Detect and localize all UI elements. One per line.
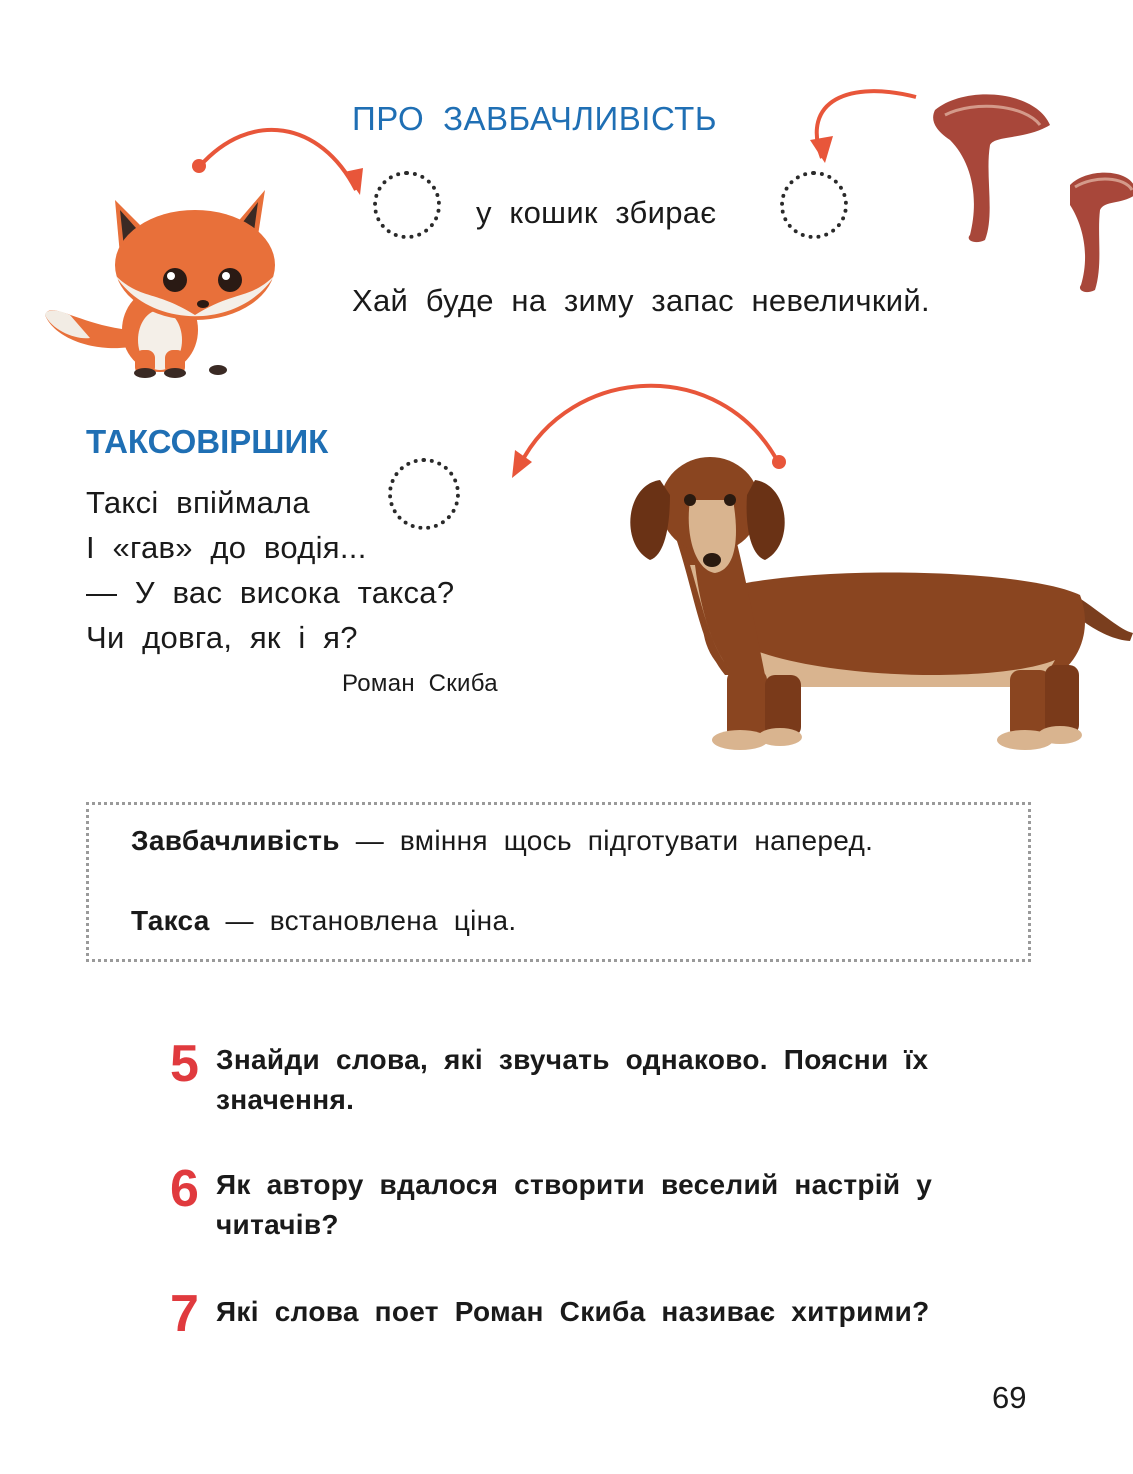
definition-text: — вміння щось підготувати наперед. xyxy=(339,825,874,856)
poem-title: ПРО ЗАВБАЧЛИВІСТЬ xyxy=(352,100,717,137)
task-text: Які слова поет Роман Скиба називає хитрими? xyxy=(216,1296,930,1327)
task-number: 7 xyxy=(170,1285,199,1343)
poem-author: Роман Скиба xyxy=(342,670,498,697)
poem-line: І «гав» до водія... xyxy=(86,530,367,565)
dachshund-illustration xyxy=(615,445,1133,765)
definition-text: — встановлена ціна. xyxy=(209,905,517,936)
poem-line: Таксі впіймала xyxy=(86,485,310,520)
poem-line-1: у кошик збирає xyxy=(476,195,717,230)
poem-line-2: Хай буде на зиму запас невеличкий. xyxy=(352,283,930,318)
page-number: 69 xyxy=(992,1380,1027,1415)
task-number: 5 xyxy=(170,1035,199,1093)
task-number: 6 xyxy=(170,1160,199,1218)
task-text: Як автору вдалося створити веселий настрій у читачів? xyxy=(216,1169,933,1240)
definition-term: Завбачливість xyxy=(131,825,340,856)
poem-title: ТАКСОВІРШИК xyxy=(86,423,329,460)
definition-line xyxy=(131,825,873,857)
task-text: Знайди слова, які звучать однаково. Поясни їх значення. xyxy=(216,1044,929,1115)
definition-line xyxy=(131,905,516,937)
poem-line: Чи довга, як і я? xyxy=(86,620,358,655)
definition-term: Такса xyxy=(131,905,210,936)
poem-line: — У вас висока такса? xyxy=(86,575,455,610)
definitions-box xyxy=(86,802,1031,962)
